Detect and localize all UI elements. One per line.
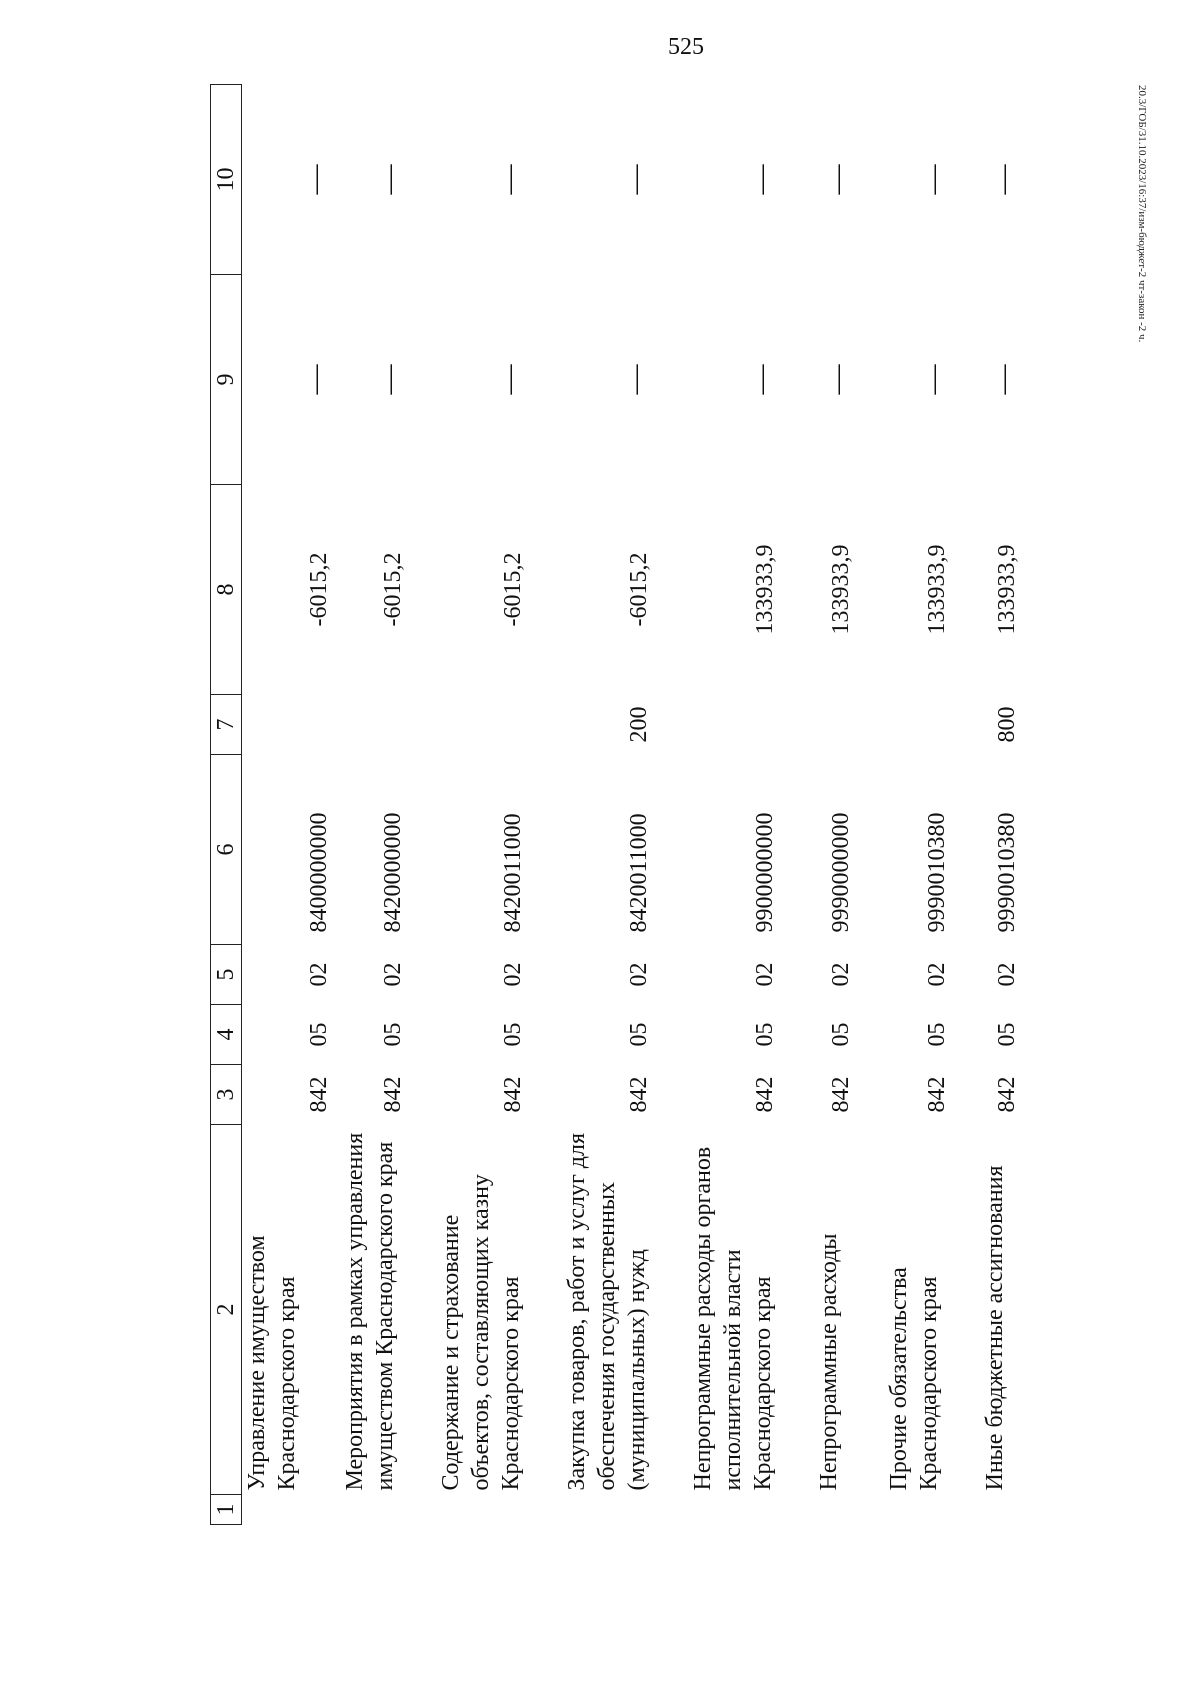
amount-cell: -6015,2 [306,552,332,627]
expense-name-cell: Управление имуществом Краснодарского края [244,1235,300,1491]
section-code-cell: 05 [923,1022,950,1047]
section-code-cell: 05 [379,1022,406,1047]
col10-dash-cell: — [915,164,949,195]
table-row [814,85,884,1525]
ministry-code-cell: 842 [306,1076,332,1113]
col9-dash-cell: — [617,364,651,395]
expense-name-cell: Содержание и страхование объектов, составляющих казну Краснодарского края [437,1174,524,1491]
section-code-cell: 05 [306,1022,332,1047]
ministry-code-cell: 842 [993,1076,1020,1113]
expense-name-cell: Непрограммные расходы [815,1233,842,1491]
col9-dash-cell: — [985,364,1019,395]
row-number-cell [242,1495,340,1525]
amount-cell: -6015,2 [499,552,526,627]
target-article-cell: 9990010380 [923,812,950,933]
target-article-cell: 9900000000 [751,812,778,933]
col9-dash-cell: — [371,364,405,395]
row-number-cell [436,1495,562,1525]
subsection-code-cell: 02 [625,962,652,987]
section-code-cell: 05 [625,1022,652,1047]
expense-name-cell: Мероприятия в рамках управления имуществом Краснодарского края [341,1132,398,1491]
target-article-cell: 8420000000 [379,812,406,933]
subsection-code-cell: 02 [499,962,526,987]
column-header: 10 [211,85,242,275]
budget-table [210,84,1040,1525]
column-header: 8 [211,485,242,695]
expense-type-cell [340,695,436,755]
subsection-code-cell: 02 [923,962,950,987]
col10-dash-cell: — [617,164,651,195]
target-article-cell: 8420011000 [499,813,526,933]
row-number-cell [980,1495,1040,1525]
row-number-cell [814,1495,884,1525]
amount-cell: -6015,2 [379,552,406,627]
expense-name-cell: Закупка товаров, работ и услуг для обеспечения государственных (муниципальных) нужд [563,1132,650,1491]
col10-dash-cell: — [298,164,331,195]
column-header: 2 [211,1125,242,1495]
ministry-code-cell: 842 [625,1076,652,1113]
expense-type-cell [884,695,980,755]
section-code-cell: 05 [751,1022,778,1047]
row-number-cell [688,1495,814,1525]
section-code-cell: 05 [993,1022,1020,1047]
expense-type-cell [436,695,562,755]
table-row [688,85,814,1525]
column-header: 4 [211,1005,242,1065]
ministry-code-cell: 842 [499,1076,526,1113]
table-row [242,85,340,1525]
table-row [436,85,562,1525]
section-code-cell: 05 [499,1022,526,1047]
col9-dash-cell: — [915,364,949,395]
subsection-code-cell: 02 [379,962,406,987]
column-header: 7 [211,695,242,755]
col10-dash-cell: — [819,164,853,195]
col9-dash-cell: — [491,364,525,395]
subsection-code-cell: 02 [751,962,778,987]
table-row [340,85,436,1525]
target-article-cell: 9990000000 [827,812,854,933]
target-article-cell: 8400000000 [306,812,332,933]
column-header: 3 [211,1065,242,1125]
col10-dash-cell: — [371,164,405,195]
col10-dash-cell: — [491,164,525,195]
col10-dash-cell: — [743,164,777,195]
expense-name-cell: Иные бюджетные ассигнования [981,1165,1008,1491]
column-header: 9 [211,275,242,485]
amount-cell: 133933,9 [993,544,1020,635]
amount-cell: -6015,2 [625,552,652,627]
ministry-code-cell: 842 [827,1076,854,1113]
subsection-code-cell: 02 [827,962,854,987]
row-number-cell [562,1495,688,1525]
table-row [980,85,1040,1525]
col9-dash-cell: — [743,364,777,395]
page-number: 525 [668,34,704,60]
col9-dash-cell: — [298,364,331,395]
column-header: 6 [211,755,242,945]
col9-dash-cell: — [819,364,853,395]
expense-type-cell: 200 [625,706,652,743]
ministry-code-cell: 842 [923,1076,950,1113]
table-row [562,85,688,1525]
rotated-table-container [210,85,1095,1525]
expense-name-cell: Прочие обязательства Краснодарского края [885,1267,942,1491]
row-number-cell [340,1495,436,1525]
expense-type-cell [688,695,814,755]
row-number-cell [884,1495,980,1525]
document-code: 20.3/ГОБ/31.10.2023/16:37/изм-бюджет-2 чт-закон -2 ч. [1136,85,1148,343]
ministry-code-cell: 842 [751,1076,778,1113]
subsection-code-cell: 02 [306,962,332,987]
target-article-cell: 8420011000 [625,813,652,933]
expense-type-cell [242,695,340,755]
column-header: 1 [211,1495,242,1525]
expense-type-cell: 800 [993,706,1020,743]
subsection-code-cell: 02 [993,962,1020,987]
column-header: 5 [211,945,242,1005]
col10-dash-cell: — [985,164,1019,195]
target-article-cell: 9990010380 [993,812,1020,933]
amount-cell: 133933,9 [923,544,950,635]
ministry-code-cell: 842 [379,1076,406,1113]
table-header-row [211,85,242,1525]
expense-type-cell [814,695,884,755]
expense-name-cell: Непрограммные расходы органов исполнительной власти Краснодарского края [689,1146,776,1491]
table-row [884,85,980,1525]
section-code-cell: 05 [827,1022,854,1047]
amount-cell: 133933,9 [827,544,854,635]
amount-cell: 133933,9 [751,544,778,635]
